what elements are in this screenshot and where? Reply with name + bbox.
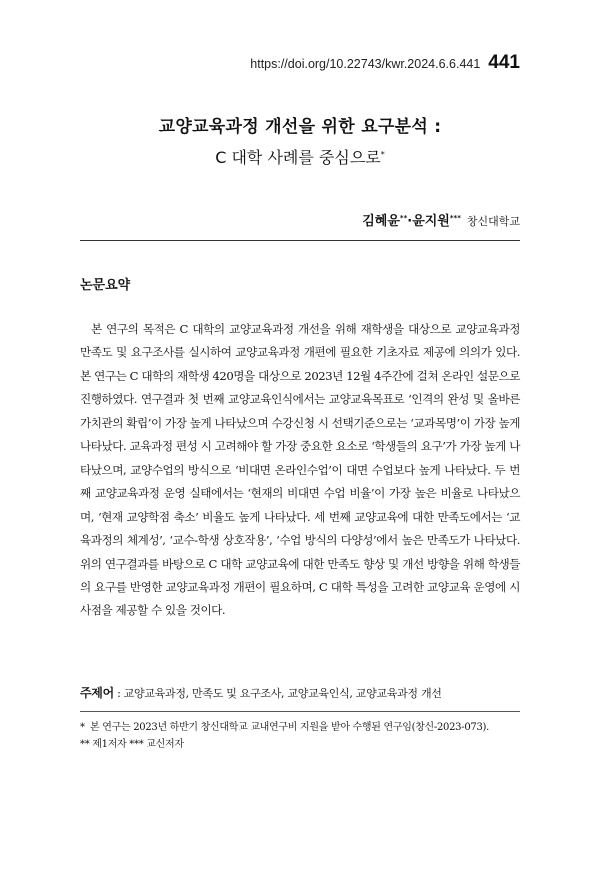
footnote-1 [80,720,520,735]
footnote-divider [80,711,520,712]
author-1-mark: ** [399,214,408,222]
author-line [362,210,520,229]
keywords-text: 교양교육과정, 만족도 및 요구조사, 교양교육인식, 교양교육과정 개선 [123,687,442,700]
footnote-2: ** 제1저자 *** 교신저자 [80,739,184,750]
title-divider [80,240,520,241]
page-number: 441 [488,52,520,73]
doi-link[interactable]: https://doi.org/10.22743/kwr.2024.6.6.441 [250,57,481,71]
title-sub-line [80,145,520,168]
author-1: 김혜윤 [362,214,400,229]
title-sub: C 대학 사례를 중심으로 [215,148,381,167]
author-2: 윤지원 [412,214,450,229]
paper-title [80,112,520,168]
author-names [362,210,461,229]
keywords [80,684,520,701]
keywords-separator: : [113,687,124,700]
affiliation: 창신대학교 [466,215,520,228]
keywords-label: 주제어 [80,686,114,700]
author-2-mark: *** [449,214,461,222]
abstract-heading: 논문요약 [80,278,131,293]
author-separator: · [407,214,413,229]
title-footnote-mark: * [380,150,385,159]
footnotes [80,720,520,752]
running-header [250,52,520,74]
footnote-1-mark: * [80,722,85,733]
footnote-1-text: 본 연구는 2023년 하반기 창신대학교 교내연구비 지원을 받아 수행된 연구임(창신-2023-073). [90,722,489,733]
abstract-body: 본 연구의 목적은 C 대학의 교양교육과정 개선을 위해 재학생을 대상으로 교양교육과정 만족도 및 요구조사를 실시하여 교양교육과정 개편에 필요한 기초자료 제공에 의의가 있다. 본 연구는 C 대학의 재학생 420명을 대상으로 2023년 12월 4주간에 걸쳐 온라인 설문으로 진행하였다. 연구결과 첫 번째 교양교육인식에서는 교양교육목표로 ‘인격의 완성 및 올바른 가치관의 확립’이 가장 높게 나타났으며 수강신청 시 선택기준으로는 ‘교과목명’이 가장 높게 나타났다. 교육과정 편성 시 고려해야 할 가장 중요한 요소로 ‘학생들의 요구’가 가장 높게 나타났으며, 교양수업의 방식으로 ‘비대면 온라인수업’이 대면 수업보다 높게 나타났다. 두 번째 교양교육과정 운영 실태에서는 ‘현재의 비대면 수업 비율’이 가장 높은 비율로 나타났으며, ‘현재 교양학점 축소’ 비율도 높게 나타났다. 세 번째 교양교육에 대한 만족도에서는 ‘교육과정의 체계성’, ‘교수-학생 상호작용’, ‘수업 방식의 다양성’에서 높은 만족도가 나타났다. 위의 연구결과를 바탕으로 C 대학 교양교육에 대한 만족도 향상 및 개선 방향을 위해 학생들의 요구를 반영한 교양교육과정 개편이 필요하며, C 대학 특성을 고려한 교양교육 운영에 시사점을 제공할 수 있을 것이다. [80,322,520,618]
title-main: 교양교육과정 개선을 위한 요구분석 : [158,117,442,137]
